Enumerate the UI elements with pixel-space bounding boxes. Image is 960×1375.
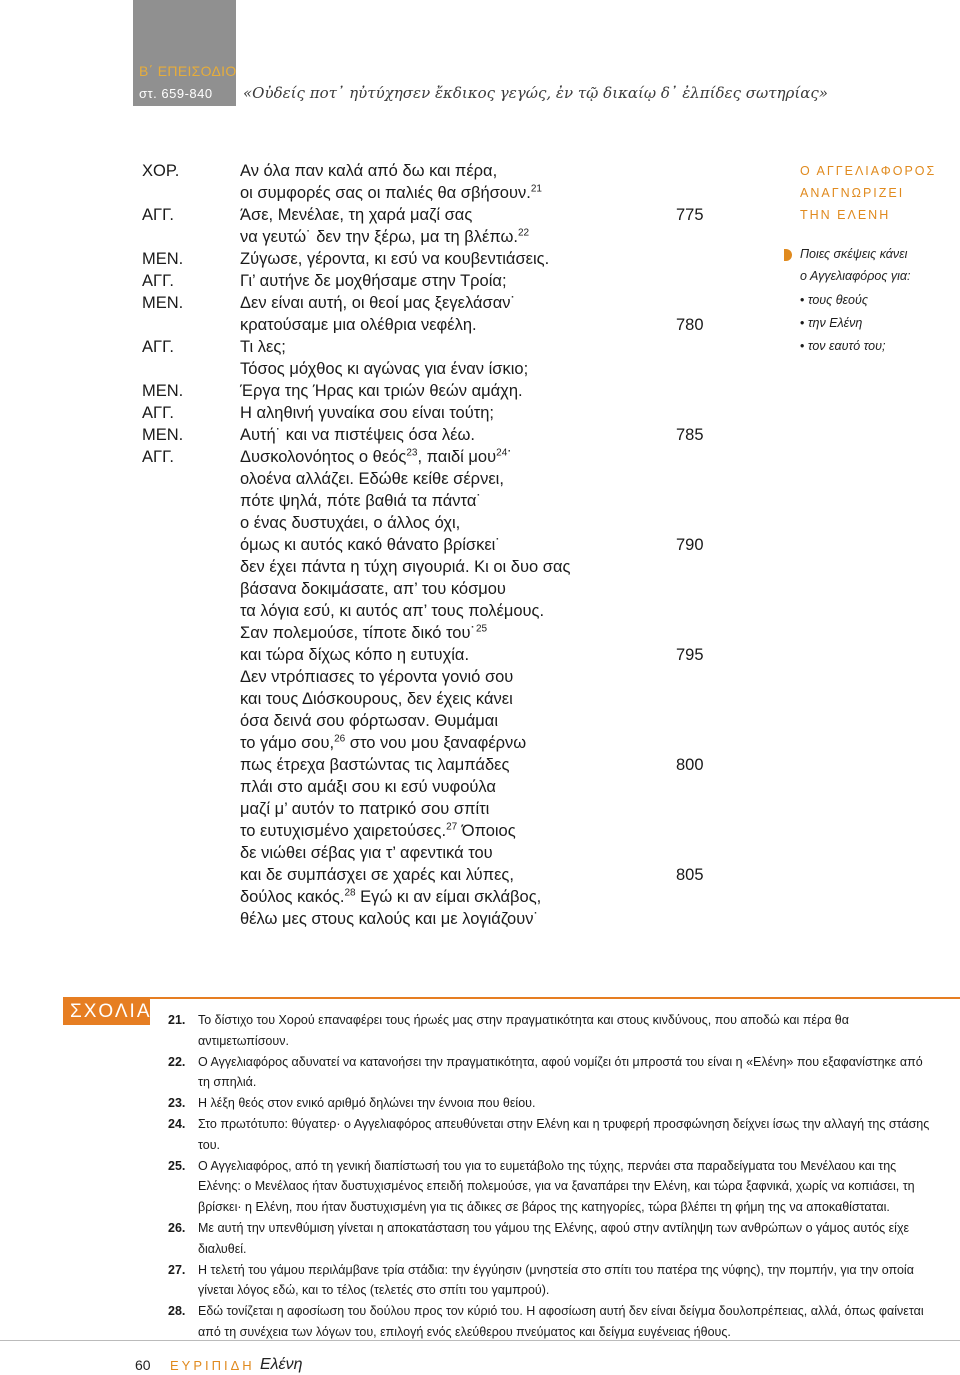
- footnote-number: 28.: [168, 1304, 186, 1319]
- speaker-label: ΑΓΓ.: [142, 404, 174, 422]
- verse-text: Τι λες;: [240, 338, 286, 356]
- footer-divider: [0, 1340, 960, 1341]
- footnote-ref: 23: [406, 447, 418, 459]
- verse-line: [0, 468, 960, 490]
- verse-text: και τώρα δίχως κόπο η ευτυχία.: [240, 646, 470, 664]
- footnote: [168, 1114, 936, 1156]
- verse-line: [0, 820, 960, 842]
- footer-title: Ελένη: [260, 1356, 303, 1373]
- verse-text: όμως κι αυτός κακό θάνατο βρίσκει˙: [240, 536, 501, 554]
- verse-text: τα λόγια εσύ, κι αυτός απ’ τους πολέμους.: [240, 602, 545, 620]
- verse-text: όσα δεινά σου φόρτωσαν. Θυμάμαι: [240, 712, 498, 730]
- speaker-label: ΑΓΓ.: [142, 206, 174, 224]
- footnote-number: 27.: [168, 1262, 186, 1277]
- footnote: [168, 1010, 936, 1052]
- footnote-number: 26.: [168, 1220, 186, 1235]
- footnote-ref: 28: [344, 887, 356, 899]
- footnote-text: Εδώ τονίζεται η αφοσίωση του δούλου προς τον κύριό του. Η αφοσίωση αυτή δεν είναι δείγμα δουλοπρέπειας, αλλά, όπως φαίνεται από τη συνέχεια των λόγων του, επιλογή ενός ελεύθερου πνεύματος και δείγμα ευγένειας ήθους.: [198, 1304, 924, 1339]
- verse-text: Αν όλα παν καλά από δω και πέρα,: [240, 162, 498, 180]
- verse-line: [0, 886, 960, 908]
- verse-text: και δε συμπάσχει σε χαρές και λύπες,: [240, 866, 514, 884]
- footnote-text: Η τελετή του γάμου περιλάμβανε τρία στάδια: την έγγύησιν (μνηστεία στο σπίτι του πατέρα της νύφης), την πομπήν, για την οποία γίνεται λόγος εδώ, και το τέλος (τελετές στο σπίτι του γαμπρού).: [198, 1262, 914, 1298]
- verse-text: ο ένας δυστυχάει, ο άλλος όχι,: [240, 514, 461, 532]
- speaker-label: ΜΕΝ.: [142, 294, 184, 312]
- verse-line: [0, 864, 960, 886]
- verse-text: πως έτρεχα βαστώντας τις λαμπάδες: [240, 756, 510, 774]
- footnote: [168, 1260, 936, 1302]
- verse-text: Δεν είναι αυτή, οι θεοί μας ξεγελάσαν˙: [240, 294, 517, 312]
- notes-list: [168, 1010, 936, 1343]
- footnote-ref: 27: [446, 821, 458, 833]
- header-quote: «Οὐδείς ποτ᾽ ηὐτύχησεν ἔκδικος γεγώς, ἐν τῷ δικαίῳ δ᾽ ἐλπίδες σωτηρίας»: [243, 84, 828, 102]
- verse-range: στ. 659-840: [139, 86, 213, 101]
- verse-line: [0, 754, 960, 776]
- verse-line: [0, 710, 960, 732]
- footer-author: ΕΥΡΙΠΙΔΗ: [170, 1358, 255, 1373]
- line-number: 800: [676, 756, 704, 774]
- footnote-ref: 25: [475, 623, 488, 635]
- sidebar: [800, 160, 950, 358]
- verse-text: και τους Διόσκουρους, δεν έχεις κάνει: [240, 690, 513, 708]
- verse-line: [0, 644, 960, 666]
- verse-text: Τόσος μόχθος κι αγώνας για έναν ίσκιο;: [240, 360, 529, 378]
- verse-line: [0, 512, 960, 534]
- verse-text: Γι’ αυτήνε δε μοχθήσαμε στην Τροία;: [240, 272, 507, 290]
- footnote-text: Στο πρωτότυπο: θύγατερ· ο Αγγελιαφόρος απευθύνεται στην Ελένη και η τρυφερή προσφώνηση δείχνει ίσως την αλλαγή της στάσης του.: [198, 1116, 930, 1152]
- verse-line: [0, 446, 960, 468]
- footnote-text: Ο Αγγελιαφόρος αδυνατεί να κατανοήσει την πραγματικότητα, αφού νομίζει ότι μπροστά του είναι η «Ελένη» που εξαφανίστηκε από τη σπηλιά.: [198, 1054, 923, 1090]
- speaker-label: ΑΓΓ.: [142, 448, 174, 466]
- verse-text: Δεν ντρόπιασες το γέροντα γονιό σου: [240, 668, 514, 686]
- speaker-label: ΜΕΝ.: [142, 426, 184, 444]
- verse-line: [0, 688, 960, 710]
- verse-line: [0, 732, 960, 754]
- footnote: [168, 1052, 936, 1094]
- verse-text: Έργα της Ήρας και τριών θεών αμάχη.: [240, 382, 523, 400]
- verse-text: βάσανα δοκιμάσατε, απ’ του κόσμου: [240, 580, 506, 598]
- verse-text: θέλω μες στους καλούς και με λογιάζουν˙: [240, 910, 539, 928]
- sidebar-question: Ποιες σκέψεις κάνει ο Αγγελιαφόρος για:: [800, 243, 950, 287]
- verse-line: [0, 424, 960, 446]
- footnote: [168, 1093, 936, 1114]
- verse-text: δε νιώθει σέβας για τ’ αφεντικά του: [240, 844, 493, 862]
- footnote-ref: 24: [496, 447, 508, 459]
- verse-line: [0, 666, 960, 688]
- verse-line: [0, 798, 960, 820]
- verse-line: [0, 600, 960, 622]
- line-number: 785: [676, 426, 704, 444]
- verse-text: ολοένα αλλάζει. Εδώθε κείθε σέρνει,: [240, 470, 504, 488]
- footnote-text: Η λέξη θεός στον ενικό αριθμό δηλώνει την έννοια που θείου.: [198, 1096, 536, 1111]
- page-number: 60: [135, 1357, 151, 1373]
- footnote-ref: 26: [334, 733, 346, 745]
- speaker-label: ΑΓΓ.: [142, 338, 174, 356]
- verse-line: [0, 578, 960, 600]
- verse-text: πότε ψηλά, πότε βαθιά τα πάντα˙: [240, 492, 482, 510]
- verse-line: [0, 402, 960, 424]
- footnote-number: 21.: [168, 1013, 186, 1027]
- scholia-label: ΣΧΟΛΙΑ: [70, 1001, 152, 1022]
- footnote: [168, 1218, 936, 1260]
- verse-text: πλάι στο αμάξι σου κι εσύ νυφούλα: [240, 778, 496, 796]
- verse-line: [0, 556, 960, 578]
- verse-line: [0, 534, 960, 556]
- verse-text: το ευτυχισμένο χαιρετούσες.$^{27}$ Όποιος: [240, 821, 516, 840]
- footnote-ref: 21: [530, 183, 542, 195]
- verse-line: [0, 490, 960, 512]
- verse-text: Σαν πολεμούσε, τίποτε δικό του˙$^{25}$: [240, 623, 488, 642]
- verse-text: Ζύγωσε, γέροντα, κι εσύ να κουβεντιάσεις.: [240, 250, 550, 268]
- footnote-ref: 22: [517, 227, 530, 239]
- speaker-label: ΜΕΝ.: [142, 382, 184, 400]
- footnote-text: Ο Αγγελιαφόρος, από τη γενική διαπίστωσή του για το ευμετάβολο της τύχης, περνάει στα παραδείγματα του Μενέλαου και της Ελένης: ο Μενέλαος ήταν δυστυχισμένος επειδή πολεμούσε, για να ξαναπάρει την Ελένη, και τώρα ξαφνικά, χωρίς να κοπιάσει, τη βρίσκει· η Ελένη, που ήταν δυστυχισμένη για τις άδικες σε βάρος της κατηγορίες, τώρα βλέπει τη φήμη της να αποκαθίσταται.: [198, 1158, 915, 1215]
- verse-line: [0, 622, 960, 644]
- line-number: 805: [676, 866, 704, 884]
- footnote-number: 23.: [168, 1096, 186, 1111]
- line-number: 795: [676, 646, 704, 664]
- verse-text: το γάμο σου,$^{26}$ στο νου μου ξαναφέρνω: [240, 733, 527, 752]
- scholia-rule: [150, 997, 960, 999]
- footnote-number: 22.: [168, 1054, 186, 1069]
- verse-text: οι συμφορές σας οι παλιές θα σβήσουν.$^{21}$: [240, 183, 542, 202]
- verse-line: [0, 358, 960, 380]
- verse-line: [0, 776, 960, 798]
- sidebar-list: [800, 289, 950, 358]
- verse-text: Άσε, Μενέλαε, τη χαρά μαζί σας: [240, 206, 473, 224]
- line-number: 780: [676, 316, 704, 334]
- speaker-label: ΜΕΝ.: [142, 250, 184, 268]
- list-item: • τους θεούς: [800, 289, 950, 312]
- verse-line: [0, 908, 960, 930]
- footnote-text: Με αυτή την υπενθύμιση γίνεται η αποκατάσταση του γάμου της Ελένης, αφού στην αντίληψη των ανθρώπων ο γάμος αυτός είχε διαλυθεί.: [198, 1220, 910, 1256]
- sidebar-title: Ο ΑΓΓΕΛΙΑΦΟΡΟΣ ΑΝΑΓΝΩΡΙΖΕΙ ΤΗΝ ΕΛΕΝΗ: [800, 164, 937, 222]
- verse-text: δούλος κακός.$^{28}$ Εγώ κι αν είμαι σκλάβος,: [240, 887, 542, 906]
- verse-text: να γευτώ˙ δεν την ξέρω, μα τη βλέπω.$^{22}$: [240, 227, 530, 246]
- verse-text: μαζί μ’ αυτόν το πατρικό σου σπίτι: [240, 800, 490, 818]
- episode-label: Β΄ ΕΠΕΙΣΟΔΙΟ: [139, 63, 237, 79]
- footnote-number: 25.: [168, 1158, 186, 1173]
- verse-line: [0, 380, 960, 402]
- verse-text: κρατούσαμε μια ολέθρια νεφέλη.: [240, 316, 477, 334]
- list-item: • τον εαυτό του;: [800, 335, 950, 358]
- verse-line: [0, 842, 960, 864]
- line-number: 790: [676, 536, 704, 554]
- footnote: [168, 1156, 936, 1218]
- verse-text: Αυτή˙ και να πιστέψεις όσα λέω.: [240, 426, 475, 444]
- verse-text: δεν έχει πάντα η τύχη σιγουριά. Κι οι δυο σας: [240, 558, 571, 576]
- list-item: • την Ελένη: [800, 312, 950, 335]
- verse-text: Η αληθινή γυναίκα σου είναι τούτη;: [240, 404, 495, 422]
- speaker-label: ΑΓΓ.: [142, 272, 174, 290]
- footnote-number: 24.: [168, 1116, 186, 1131]
- footnote: [168, 1301, 936, 1343]
- speaker-label: ΧΟΡ.: [142, 162, 180, 180]
- line-number: 775: [676, 206, 704, 224]
- verse-text: Δυσκολονόητος ο θεός$^{23}$, παιδί μου$^{24}$˙: [240, 447, 513, 466]
- footnote-text: Το δίστιχο του Χορού επαναφέρει τους ήρωές μας στην πραγματικότητα και στους κινδύνους, που αποδώ και πέρα θα αντιμετωπίσουν.: [198, 1013, 849, 1048]
